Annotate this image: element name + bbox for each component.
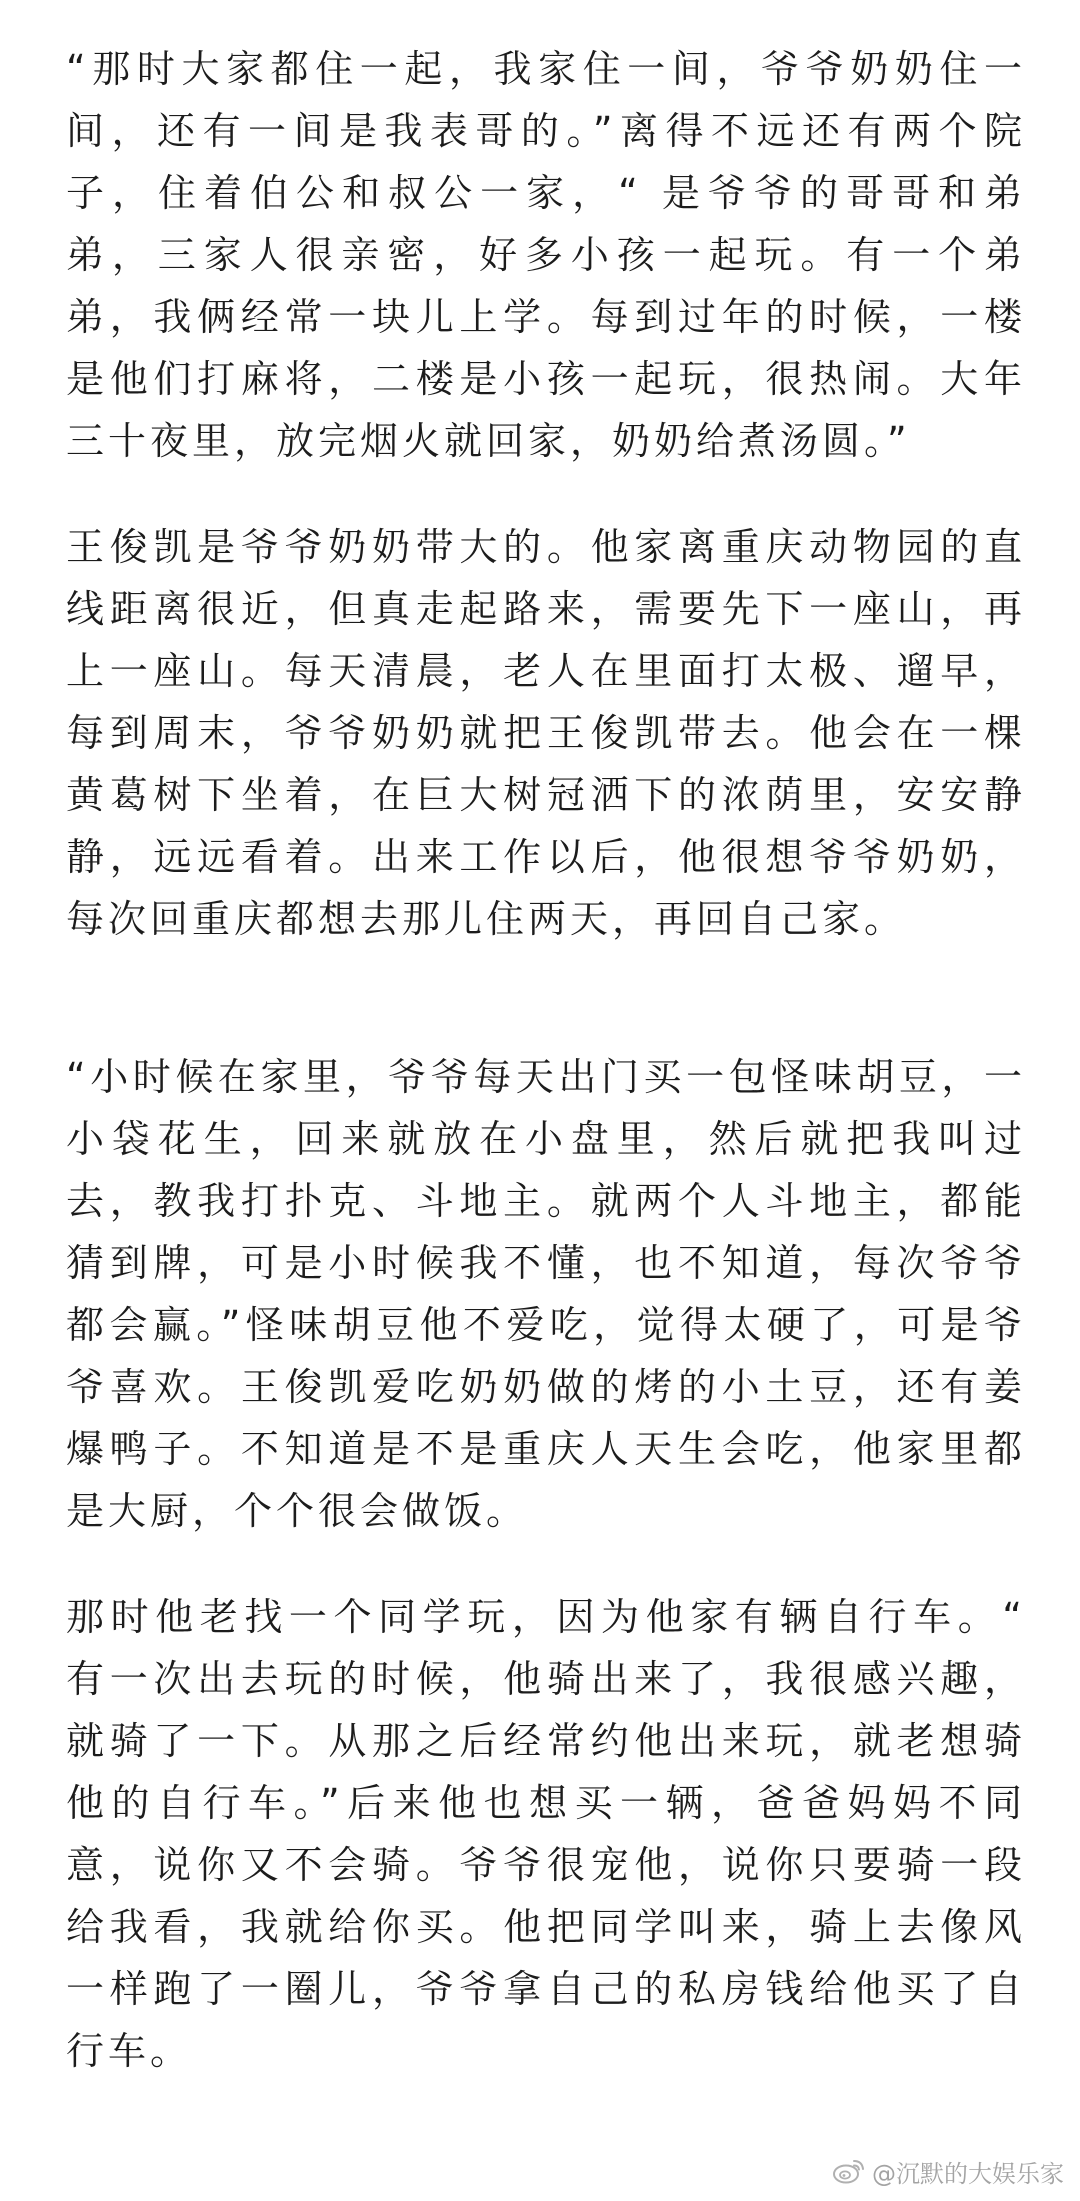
weibo-logo-icon [832,2157,866,2185]
weibo-watermark [832,2149,1064,2193]
watermark-text: @沉默的大娱乐家 [872,2159,1064,2188]
paragraph-1: “那时大家都住一起，我家住一间，爷爷奶奶住一间，还有一间是我表哥的。”离得不远还有两个院子，住着伯公和叔公一家，“ 是爷爷的哥哥和弟弟，三家人很亲密，好多小孩一起玩。有一个弟弟，我俩经常一块儿上学。每到过年的时候，一楼是他们打麻将，二楼是小孩一起玩，很热闹。大年三十夜里，放完烟火就回家，奶奶给煮汤圆。” [66,47,1026,463]
article-body [66,38,1026,2082]
paragraph-4: 那时他老找一个同学玩，因为他家有辆自行车。“ 有一次出去玩的时候，他骑出来了，我很感兴趣，就骑了一下。从那之后经常约他出来玩，就老想骑他的自行车。”后来他也想买一辆，爸爸妈妈不同意，说你又不会骑。爷爷很宠他，说你只要骑一段给我看，我就给你买。他把同学叫来，骑上去像风一样跑了一圈儿，爷爷拿自己的私房钱给他买了自行车。 [66,1595,1026,2073]
paragraph-2: 王俊凯是爷爷奶奶带大的。他家离重庆动物园的直线距离很近，但真走起路来，需要先下一座山，再上一座山。每天清晨，老人在里面打太极、遛早，每到周末，爷爷奶奶就把王俊凯带去。他会在一棵黄葛树下坐着，在巨大树冠洒下的浓荫里，安安静静，远远看着。出来工作以后，他很想爷爷奶奶，每次回重庆都想去那儿住两天，再回自己家。 [66,525,1026,941]
paragraph-3: “小时候在家里，爷爷每天出门买一包怪味胡豆，一小袋花生，回来就放在小盘里，然后就把我叫过去，教我打扑克、斗地主。就两个人斗地主，都能猜到牌，可是小时候我不懂，也不知道，每次爷爷都会赢。”怪味胡豆他不爱吃，觉得太硬了，可是爷爷喜欢。王俊凯爱吃奶奶做的烤的小土豆，还有姜爆鸭子。不知道是不是重庆人天生会吃，他家里都是大厨，个个很会做饭。 [66,1055,1026,1533]
